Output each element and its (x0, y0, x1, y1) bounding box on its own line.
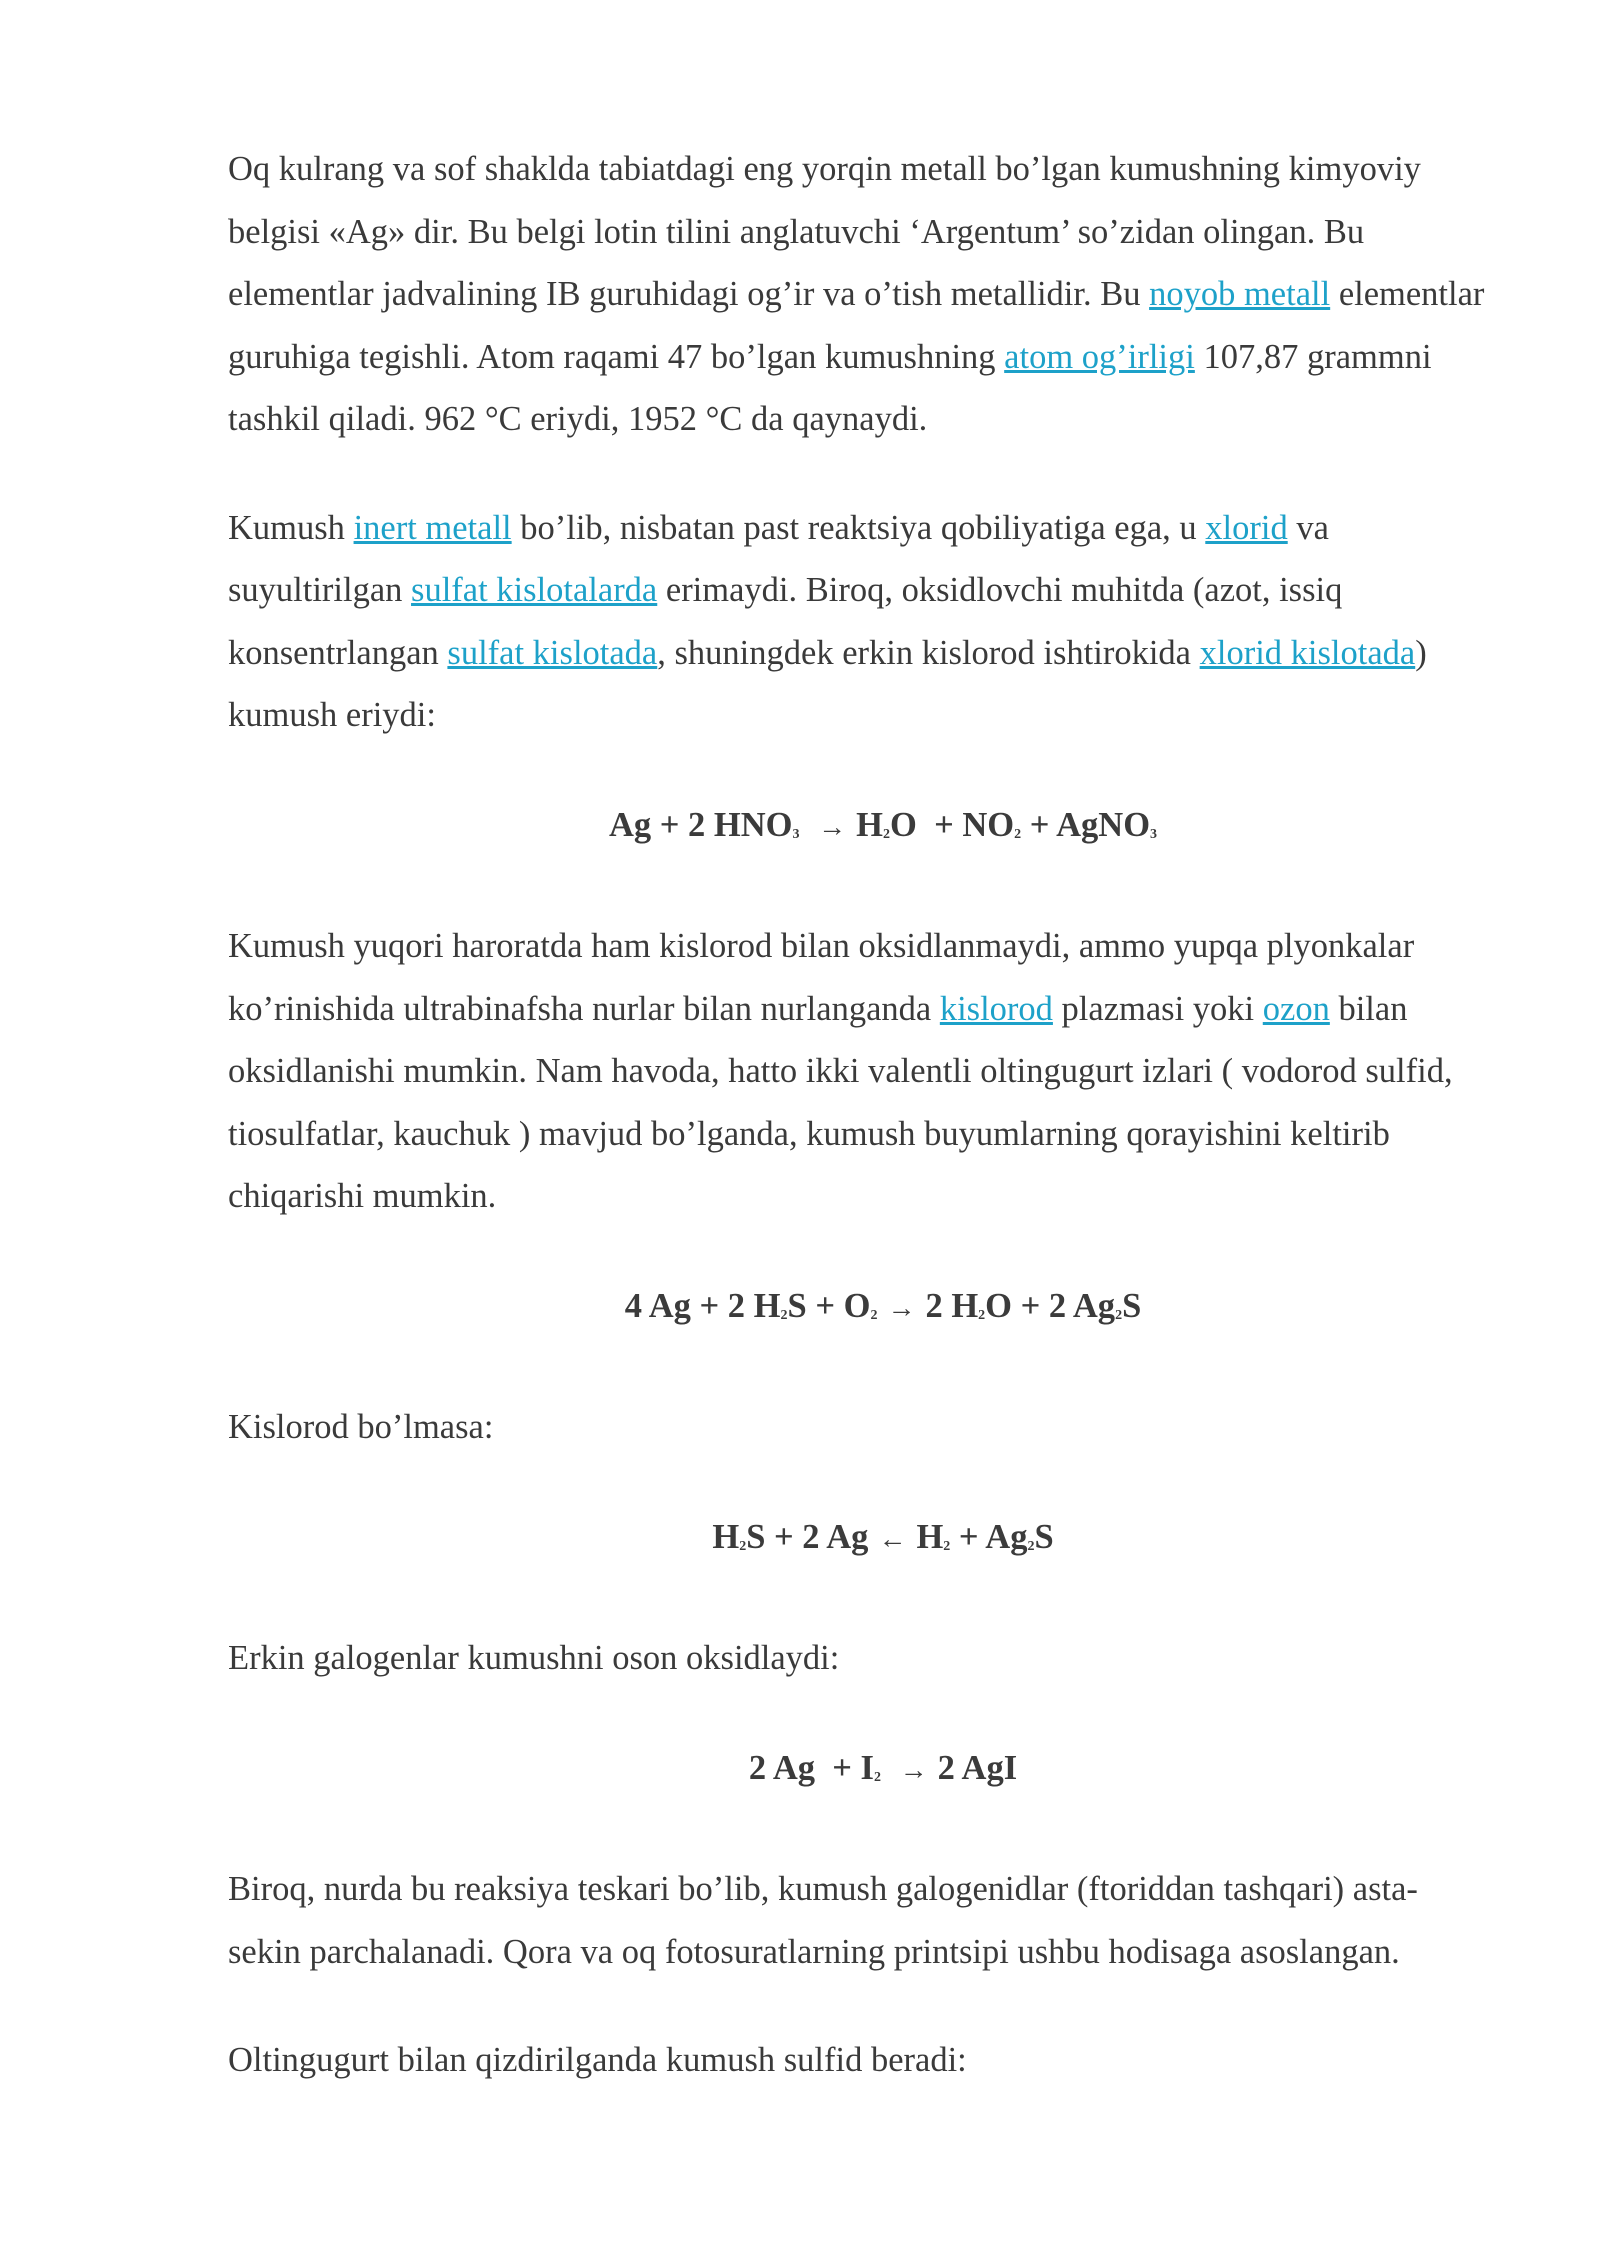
eq-subscript: 2 (1014, 826, 1022, 842)
eq-subscript: 3 (1150, 826, 1158, 842)
text-span: , shuningdek erkin kislorod ishtirokida (657, 633, 1200, 672)
spacer (228, 747, 1490, 794)
spacer (228, 866, 1490, 915)
paragraph-sulfur-heating: Oltingugurt bilan qizdirilganda kumush sulfid beradi: (228, 2041, 967, 2079)
eq-term: O + 2 Ag (985, 1286, 1116, 1325)
eq-subscript: 2 (873, 1769, 881, 1785)
text-span: erimaydi. Biroq, oksidlovchi muhitda (azot, issiq konsentrlangan (228, 571, 1343, 672)
link-kislorod[interactable]: kislorod (939, 989, 1053, 1028)
equation-silver-sulfide (228, 1275, 1490, 1348)
eq-term: S (1034, 1517, 1054, 1556)
eq-term: S + O (787, 1286, 871, 1325)
document-content (228, 138, 1490, 2092)
eq-subscript: 2 (870, 1307, 878, 1323)
eq-term: S + 2 Ag (746, 1517, 869, 1556)
eq-term: H (916, 1517, 944, 1556)
equation-hydrogen-sulfide (228, 1506, 1490, 1579)
paragraph-inert-metal (228, 497, 1490, 747)
link-sulfat-kislotalarda[interactable]: sulfat kislotalarda (411, 571, 658, 609)
text-span: ) kumush eriydi: (228, 633, 1427, 734)
eq-subscript: 2 (1027, 1538, 1035, 1554)
paragraph-halogens: Erkin galogenlar kumushni oson oksidlaydi: (228, 1639, 840, 1677)
link-xlorid-kislotada[interactable]: xlorid kislotada (1199, 633, 1416, 672)
link-ozon[interactable]: ozon (1262, 989, 1330, 1028)
link-xlorid[interactable]: xlorid (1205, 508, 1288, 547)
spacer (228, 1228, 1490, 1275)
reaction-arrow: ← (878, 1523, 907, 1555)
eq-term: O + NO (889, 805, 1015, 844)
eq-subscript: 2 (978, 1307, 986, 1323)
paragraph-silver-intro (228, 138, 1490, 451)
eq-term: 2 H (925, 1286, 979, 1325)
paragraph-no-oxygen: Kislorod bo’lmasa: (228, 1408, 494, 1446)
paragraph-light-decomposition: Biroq, nurda bu reaksiya teskari bo’lib, kumush galogenidlar (ftoriddan tashqari) asta-sekin parchalanadi. Qora va oq fotosuratlarning printsipi ushbu hodisaga asoslangan. (228, 1870, 1418, 1971)
text-span: elementlar guruhiga tegishli. Atom raqami 47 bo’lgan kumushning (228, 275, 1485, 376)
text-span: plazmasi yoki (1052, 989, 1263, 1028)
link-atom-ogirligi[interactable]: atom og’irligi (1004, 337, 1195, 376)
spacer (228, 1347, 1490, 1396)
eq-term: + Ag (950, 1517, 1028, 1556)
spacer (228, 451, 1490, 497)
spacer (228, 1690, 1490, 1737)
eq-subscript: 2 (943, 1538, 951, 1554)
text-span: 107,87 grammni tashkil qiladi. 962 °C eriydi, 1952 °C da qaynaydi. (228, 337, 1432, 438)
text-span: va suyultirilgan (228, 508, 1329, 609)
eq-subscript: 3 (792, 826, 800, 842)
eq-subscript: 2 (882, 826, 890, 842)
link-sulfat-kislotada[interactable]: sulfat kislotada (447, 633, 658, 672)
eq-term: 2 AgI (937, 1748, 1018, 1787)
spacer (228, 1983, 1490, 2029)
text-span: bo’lib, nisbatan past reaktsiya qobiliyatiga ega, u (511, 508, 1206, 547)
spacer (228, 1809, 1490, 1858)
eq-subscript: 2 (780, 1307, 788, 1323)
eq-term: 2 Ag + I (748, 1748, 874, 1787)
eq-subscript: 2 (739, 1538, 747, 1554)
eq-term: H (712, 1517, 740, 1556)
link-noyob-metall[interactable]: noyob metall (1149, 275, 1331, 313)
eq-subscript: 2 (1115, 1307, 1123, 1323)
spacer (228, 1459, 1490, 1506)
eq-term: + AgNO (1021, 805, 1151, 844)
link-inert-metall[interactable]: inert metall (353, 508, 512, 547)
spacer (228, 1578, 1490, 1627)
eq-term: S (1122, 1286, 1142, 1325)
reaction-arrow: → (818, 811, 847, 843)
reaction-arrow: → (899, 1754, 928, 1786)
eq-term: 4 Ag + 2 H (624, 1286, 781, 1325)
eq-term: H (856, 805, 883, 844)
equation-iodine (228, 1737, 1490, 1810)
eq-term: Ag + 2 HNO (608, 805, 793, 844)
equation-nitric-acid (228, 794, 1490, 867)
paragraph-oxidation (228, 915, 1490, 1228)
reaction-arrow: → (887, 1292, 916, 1324)
text-span: bilan oksidlanishi mumkin. Nam havoda, hatto ikki valentli oltingugurt izlari ( vodorod sulfid, tiosulfatlar, kauchuk ) mavjud bo’lganda, kumush buyumlarning qorayishini keltirib chiqarishi mumkin. (228, 989, 1453, 1215)
text-span: Oq kulrang va sof shaklda tabiatdagi eng yorqin metall bo’lgan kumushning kimyoviy belgisi «Ag» dir. Bu belgi lotin tilini anglatuvchi ‘Argentum’ so’zidan olingan. Bu elementlar jadvalining IB guruhidagi og’ir va o’tish metallidir. Bu (228, 150, 1421, 313)
text-span: Kumush (228, 508, 354, 547)
text-span: Kumush yuqori haroratda ham kislorod bilan oksidlanmaydi, ammo yupqa plyonkalar ko’rinishida ultrabinafsha nurlar bilan nurlanganda (228, 927, 1415, 1028)
